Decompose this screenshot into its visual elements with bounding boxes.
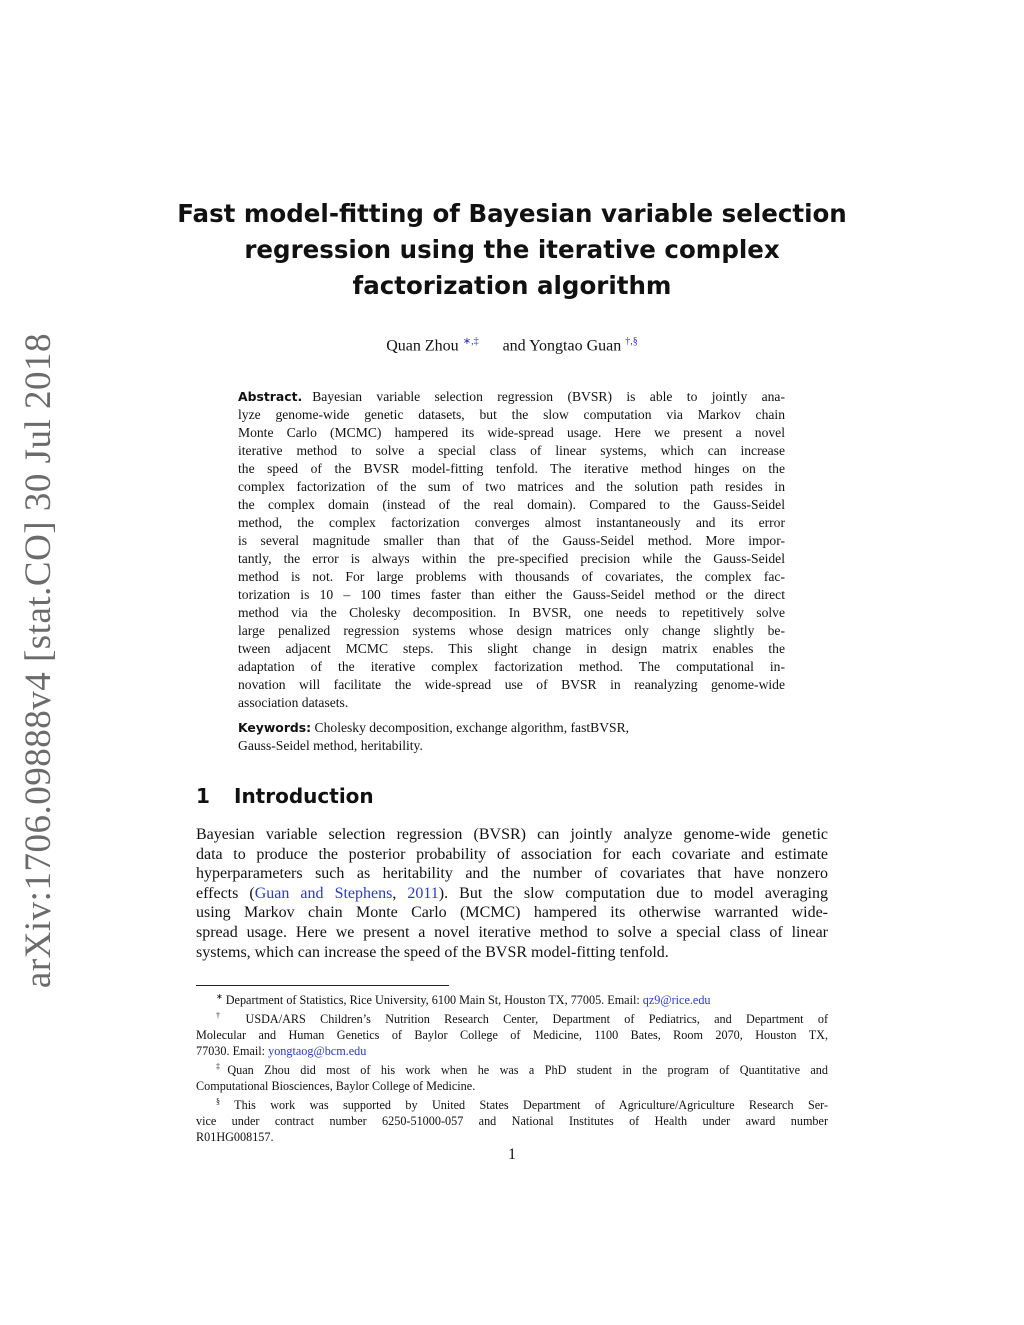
keywords-block: [238, 719, 785, 755]
abstract-line-18: association datasets.: [238, 695, 349, 710]
abstract-line-3: Monte Carlo (MCMC) hampered its wide-spread usage. Here we present a novel: [238, 425, 785, 440]
page-number: 1: [508, 1146, 516, 1163]
abstract-line-15: tween adjacent MCMC steps. This slight change in design matrix enables the: [238, 641, 785, 656]
footnote-2-line-2: Molecular and Human Genetics of Baylor College of Medicine, 1100 Bates, Room 2070, Houston TX,: [196, 1028, 828, 1043]
intro-line-7: systems, which can increase the speed of the BVSR model-fitting tenfold.: [196, 943, 669, 961]
citation-link-year[interactable]: 2011: [407, 884, 439, 902]
keywords-line-1: Keywords: Cholesky decomposition, exchange algorithm, fastBVSR,: [238, 720, 630, 735]
footnote-4-line-2: vice under contract number 6250-51000-057 and National Institutes of Health under award number: [196, 1114, 828, 1129]
abstract-line-14: large penalized regression systems whose design matrices only change slightly be-: [238, 623, 785, 638]
abstract-line-1: Abstract. Bayesian variable selection regression (BVSR) is able to jointly ana-: [238, 389, 785, 404]
abstract-line-7: the complex domain (instead of the real domain). Compared to the Gauss-Seidel: [238, 497, 785, 512]
footnote-4-line-1: § This work was supported by United States Department of Agriculture/Agriculture Research Ser-: [216, 1097, 828, 1113]
arxiv-identifier-stamp: [14, 332, 64, 988]
abstract-block: [238, 388, 785, 712]
abstract-label: Abstract.: [238, 389, 303, 404]
footnote-2-line-3: 77030. Email: yongtaog@bcm.edu: [196, 1044, 367, 1059]
email-link-yongtaog[interactable]: yongtaog@bcm.edu: [268, 1044, 367, 1059]
section-number: 1: [196, 784, 210, 808]
author-1-name: Quan Zhou: [386, 337, 459, 355]
abstract-line-13: method via the Cholesky decomposition. In BVSR, one needs to repetitively solve: [238, 605, 785, 620]
abstract-line-5: the speed of the BVSR model-fitting tenfold. The iterative method hinges on the: [238, 461, 785, 476]
footnotes-block: [196, 989, 828, 1145]
abstract-line-16: adaptation of the iterative complex factorization method. The computational in-: [238, 659, 785, 674]
arxiv-identifier-text: arXiv:1706.09888v4 [stat.CO] 30 Jul 2018: [18, 332, 60, 988]
introduction-paragraph: [196, 825, 828, 962]
footnote-1-mark: ∗: [216, 992, 223, 1001]
footnote-4-mark: §: [216, 1097, 220, 1107]
footnote-3-line-1: ‡Quan Zhou did most of his work when he was a PhD student in the program of Quantitative and: [216, 1062, 828, 1078]
paper-title: [170, 196, 854, 304]
section-title: Introduction: [234, 784, 374, 808]
title-line-3: factorization algorithm: [352, 271, 672, 300]
author-2-footnote-marks[interactable]: †,§: [625, 336, 638, 347]
intro-line-5: using Markov chain Monte Carlo (MCMC) hampered its otherwise warranted wide-: [196, 904, 828, 922]
title-line-2: regression using the iterative complex: [244, 235, 780, 264]
abstract-line-2: lyze genome-wide genetic datasets, but the slow computation via Markov chain: [238, 407, 785, 422]
citation-link-guan-stephens[interactable]: Guan and Stephens: [254, 884, 393, 902]
intro-line-3: hyperparameters such as heritability and the number of covariates that have nonzero: [196, 865, 828, 883]
footnote-divider: [196, 985, 449, 986]
author-2-name: and Yongtao Guan: [502, 337, 622, 355]
abstract-line-8: method, the complex factorization converges almost instantaneously and its error: [238, 515, 785, 530]
abstract-line-11: method is not. For large problems with thousands of covariates, the complex fac-: [238, 569, 785, 584]
intro-line-6: spread usage. Here we present a novel iterative method to solve a special class of linear: [196, 923, 828, 941]
abstract-line-9: is several magnitude smaller than that of the Gauss-Seidel method. More impor-: [238, 533, 785, 548]
abstract-line-12: torization is 10 – 100 times faster than either the Gauss-Seidel method or the direct: [238, 587, 785, 602]
abstract-line-17: novation will facilitate the wide-spread use of BVSR in reanalyzing genome-wide: [238, 677, 785, 692]
abstract-line-6: complex factorization of the sum of two matrices and the solution path resides in: [238, 479, 785, 494]
footnote-2-mark: †: [216, 1011, 232, 1021]
keywords-label: Keywords:: [238, 720, 312, 735]
footnote-4-line-3: R01HG008157.: [196, 1130, 274, 1145]
footnote-2-line-1: † USDA/ARS Children’s Nutrition Research Center, Department of Pediatrics, and Department of: [216, 1011, 828, 1027]
section-heading-introduction: [196, 784, 374, 808]
intro-line-1: Bayesian variable selection regression (BVSR) can jointly analyze genome-wide genetic: [196, 826, 828, 843]
footnote-3-line-2: Computational Biosciences, Baylor College of Medicine.: [196, 1079, 476, 1094]
footnote-1: ∗ Department of Statistics, Rice University, 6100 Main St, Houston TX, 77005. Email: qz9@rice.edu: [216, 992, 711, 1008]
footnote-3-mark: ‡: [216, 1062, 228, 1072]
author-1-footnote-marks[interactable]: ∗,‡: [462, 336, 479, 347]
intro-line-4: effects (Guan and Stephens, 2011). But the slow computation due to model averaging: [196, 884, 828, 902]
abstract-line-10: tantly, the error is always within the pre-specified precision while the Gauss-Seidel: [238, 551, 785, 566]
intro-line-2: data to produce the posterior probability of association for each covariate and estimate: [196, 845, 828, 863]
title-line-1: Fast model-fitting of Bayesian variable selection: [177, 199, 847, 228]
email-link-qz9[interactable]: qz9@rice.edu: [642, 993, 711, 1008]
keywords-line-2: Gauss-Seidel method, heritability.: [238, 738, 423, 753]
author-list: [200, 336, 824, 355]
abstract-line-4: iterative method to solve a special class of linear systems, which can increase: [238, 443, 785, 458]
